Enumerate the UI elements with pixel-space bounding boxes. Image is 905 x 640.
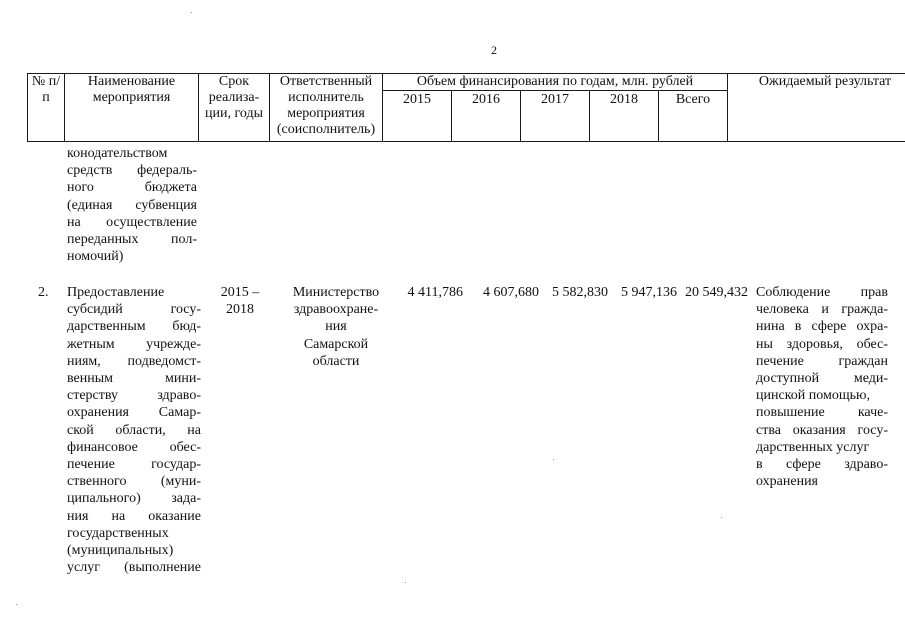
text-line: ства оказания госу-	[756, 422, 888, 438]
text-line: ного бюджета	[67, 180, 197, 196]
text-line: ны здоровья, обес-	[756, 336, 888, 352]
row2-result	[756, 284, 888, 490]
header-year-total: Всего	[659, 91, 728, 142]
scan-speck	[16, 604, 17, 605]
text-line: стерству здраво-	[67, 388, 201, 404]
row2-name	[67, 284, 201, 576]
row2-value-2016: 4 607,680	[483, 285, 539, 300]
text-line: повышение каче-	[756, 405, 888, 421]
table-header	[27, 73, 905, 142]
text-line: в сфере здраво-	[756, 457, 888, 473]
text-line: венным мини-	[67, 371, 201, 387]
text-line: (муниципальных)	[67, 543, 174, 559]
text-line: человека и гражда-	[756, 302, 888, 318]
text-line: нина в сфере охра-	[756, 319, 888, 335]
text-line: на осуществление	[67, 214, 197, 230]
text-line: 2015 –	[220, 285, 260, 300]
text-line: ственного (муни-	[67, 474, 201, 490]
header-year-2017: 2017	[521, 91, 590, 142]
text-line: средств федераль-	[67, 163, 197, 179]
text-line: номочий)	[67, 249, 124, 265]
continuation-text	[67, 145, 197, 265]
text-line: 2018	[226, 302, 254, 318]
row2-term	[205, 284, 275, 318]
row2-value-2015: 4 411,786	[407, 285, 463, 300]
text-line: Самарской	[303, 336, 369, 352]
row2-value-2017: 5 582,830	[552, 285, 608, 300]
text-line: печение государ-	[67, 457, 201, 473]
text-line: ниям, подведомст-	[67, 353, 201, 369]
text-line: ципального) зада-	[67, 491, 201, 507]
scan-speck	[405, 582, 406, 583]
row2-value-total: 20 549,432	[685, 285, 748, 300]
header-term: Срок реализа-ции, годы	[199, 74, 270, 142]
text-line: услуг (выполнение	[67, 560, 201, 576]
header-year-2016: 2016	[452, 91, 521, 142]
row2-executor	[280, 284, 392, 370]
header-executor: Ответственный исполнитель мероприятия (соисполнитель)	[270, 74, 383, 142]
text-line: (единая субвенция	[67, 197, 197, 213]
text-line: печение граждан	[756, 353, 888, 369]
header-num: № п/п	[28, 74, 65, 142]
scan-speck	[721, 517, 722, 518]
text-line: доступной меди-	[756, 371, 888, 387]
scan-speck	[553, 459, 554, 460]
text-line: Министерство	[292, 285, 380, 300]
page-number: 2	[491, 43, 497, 57]
text-line: ской области, на	[67, 422, 201, 438]
header-year-2015: 2015	[383, 91, 452, 142]
scan-speck	[191, 12, 192, 13]
text-line: охранения Самар-	[67, 405, 201, 421]
text-line: финансовое обес-	[67, 439, 201, 455]
text-line: переданных пол-	[67, 232, 197, 248]
text-line: дарственным бюд-	[67, 319, 201, 335]
header-result: Ожидаемый результат	[728, 74, 905, 142]
text-line: Соблюдение прав	[756, 285, 888, 300]
text-line: области	[312, 353, 360, 369]
header-funding: Объем финансирования по годам, млн. рублей	[383, 74, 728, 91]
text-line: жетным учрежде-	[67, 336, 201, 352]
text-line: Предоставление	[67, 285, 165, 300]
text-line: ния на оказание	[67, 508, 201, 524]
text-line: субсидий госу-	[67, 302, 201, 318]
text-line: ния	[325, 319, 347, 335]
header-year-2018: 2018	[590, 91, 659, 142]
text-line: цинской помощью,	[756, 388, 870, 404]
text-line: здравоохране-	[293, 302, 379, 318]
text-line: конодательством	[67, 146, 168, 161]
header-name: Наименование мероприятия	[65, 74, 199, 142]
text-line: дарственных услуг	[756, 439, 870, 455]
row2-number: 2.	[38, 285, 49, 300]
text-line: охранения	[756, 474, 818, 490]
row2-value-2018: 5 947,136	[621, 285, 677, 300]
text-line: государственных	[67, 525, 169, 541]
